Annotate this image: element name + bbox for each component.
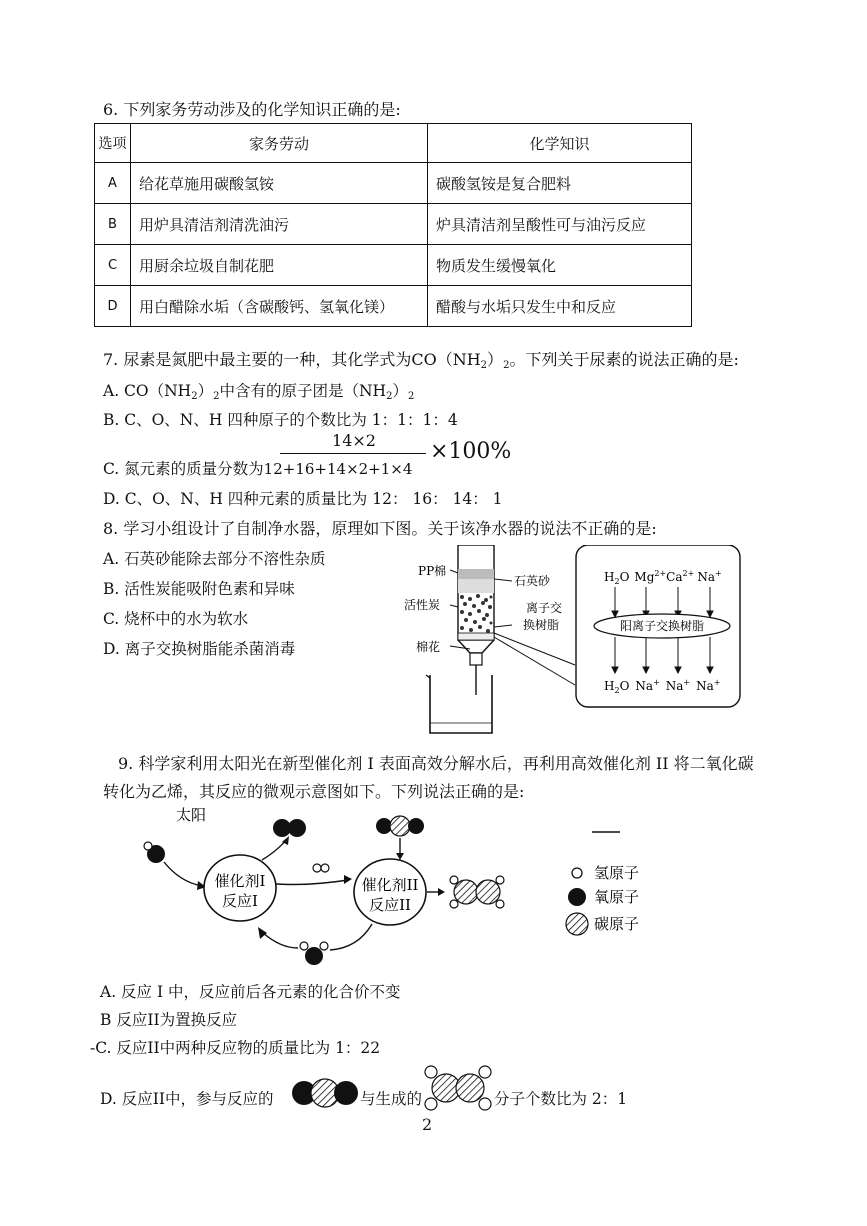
label-reaction-2: 反应II	[369, 896, 411, 914]
label-pp-cotton: PP棉	[418, 564, 447, 578]
row-housework: 给花草施用碳酸氢铵	[131, 163, 428, 204]
q9-option-a: A. 反应 I 中，反应前后各元素的化合价不变	[100, 983, 401, 1001]
page-number: 2	[422, 1115, 433, 1134]
percent-term: ×100%	[430, 439, 512, 464]
legend-carbon: 碳原子	[594, 915, 640, 933]
row-knowledge: 碳酸氢铵是复合肥料	[428, 163, 692, 204]
label-ion-exchange-2: 换树脂	[523, 618, 560, 632]
q7-option-d: D. C、O、N、H 四种元素的质量比为 12： 16： 14： 1	[103, 490, 503, 508]
q7-option-c: C. 氮元素的质量分数为12+16+14×2+1×4	[103, 460, 413, 478]
q8-option-d: D. 离子交换树脂能杀菌消毒	[103, 640, 296, 658]
q8-stem: 8. 学习小组设计了自制净水器，原理如下图。关于该净水器的说法不正确的是:	[103, 519, 657, 538]
q9-option-d-end: 分子个数比为 2：1	[494, 1090, 628, 1108]
row-option: B	[95, 204, 131, 245]
ethylene-molecule-icon	[422, 1062, 494, 1114]
label-reaction-1: 反应I	[222, 892, 258, 910]
label-ion-exchange-1: 离子交	[526, 601, 563, 615]
header-housework: 家务劳动	[131, 124, 428, 163]
q6-stem: 6. 下列家务劳动涉及的化学知识正确的是:	[103, 100, 401, 119]
row-housework: 用炉具清洁剂清洗油污	[131, 204, 428, 245]
label-cation-resin: 阳离子交换树脂	[619, 619, 705, 633]
q9-stem-line1: 9. 科学家利用太阳光在新型催化剂 I 表面高效分解水后，再利用高效催化剂 II 将二氧化碳	[118, 754, 754, 773]
q7-stem: 7. 尿素是氮肥中最主要的一种，其化学式为$CO(NH_2)_2$。下列关于尿素的说法正确的是:	[103, 350, 739, 371]
legend-oxygen: 氧原子	[594, 888, 640, 906]
oxygen-atom-icon	[568, 888, 586, 906]
q9-option-d-mid: 与生成的	[360, 1090, 423, 1108]
fraction-numerator: 14×2	[332, 431, 376, 450]
q9-option-c: -C. 反应II中两种反应物的质量比为 1：22	[90, 1039, 381, 1057]
table-row	[95, 163, 692, 204]
row-knowledge: 炉具清洁剂呈酸性可与油污反应	[428, 204, 692, 245]
row-option: D	[95, 286, 131, 327]
q9-option-d: D. 反应II中，参与反应的	[100, 1090, 274, 1108]
carbon-atom-icon	[566, 913, 588, 935]
table-row	[95, 286, 692, 327]
label-catalyst-1: 催化剂I	[214, 872, 266, 890]
row-housework: 用厨余垃圾自制花肥	[131, 245, 428, 286]
row-option: A	[95, 163, 131, 204]
row-knowledge: 醋酸与水垢只发生中和反应	[428, 286, 692, 327]
legend-hydrogen: 氢原子	[594, 864, 640, 882]
table-row	[95, 204, 692, 245]
fraction-denominator: 12+16+14×2+1×4	[263, 460, 413, 478]
water-purifier-diagram	[400, 545, 745, 740]
label-quartz-sand: 石英砂	[514, 574, 551, 588]
label-cotton: 棉花	[416, 640, 441, 654]
row-option: C	[95, 245, 131, 286]
reaction-micro-diagram	[140, 800, 680, 975]
header-chem-knowledge: 化学知识	[428, 124, 692, 163]
table-header-row	[95, 124, 692, 163]
q8-option-b: B. 活性炭能吸附色素和异味	[103, 580, 295, 598]
table-row	[95, 245, 692, 286]
q6-table	[94, 123, 692, 327]
ions-in: $H_2O$ $Mg^{2+}Ca^{2+}$ Na+	[604, 569, 722, 586]
label-catalyst-2: 催化剂II	[361, 876, 419, 894]
label-activated-carbon: 活性炭	[404, 598, 441, 612]
q8-option-a: A. 石英砂能除去部分不溶性杂质	[103, 550, 326, 568]
co2-molecule-icon	[290, 1075, 360, 1111]
q8-option-c: C. 烧杯中的水为软水	[103, 610, 249, 628]
q9-stem-line2: 转化为乙烯，其反应的微观示意图如下。下列说法正确的是:	[103, 782, 525, 801]
ions-out: $H_2O$ Na+ Na+ Na+	[604, 678, 721, 695]
q7-option-b: B. C、O、N、H 四种原子的个数比为 1：1：1：4	[103, 411, 458, 429]
label-sun: 太阳	[176, 806, 207, 824]
q9-option-b: B 反应II为置换反应	[100, 1011, 238, 1029]
row-housework: 用白醋除水垢（含碳酸钙、氢氧化镁）	[131, 286, 428, 327]
header-option: 选项	[95, 124, 131, 163]
q7-option-a: A. $CO(NH_2)_2$中含有的原子团是$(NH_2)_2$	[103, 382, 415, 402]
fraction-bar	[280, 453, 426, 454]
hydrogen-atom-icon	[572, 868, 582, 878]
row-knowledge: 物质发生缓慢氧化	[428, 245, 692, 286]
